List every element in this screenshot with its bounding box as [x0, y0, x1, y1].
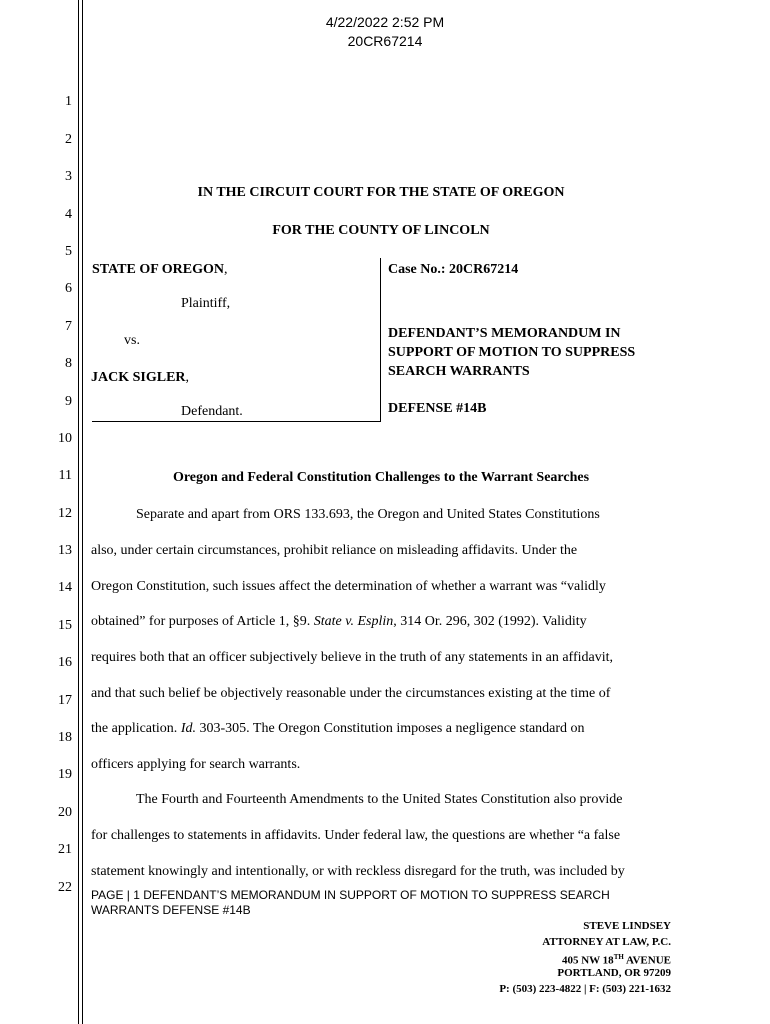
- body-line-18-text-a: the application.: [91, 721, 181, 736]
- body-line-19: officers applying for search warrants.: [91, 757, 301, 772]
- body-line-15: [91, 613, 587, 630]
- case-number: Case No.: 20CR67214: [388, 262, 519, 277]
- page-footer-line-2: WARRANTS DEFENSE #14B: [91, 903, 251, 917]
- line-number: 16: [58, 655, 72, 670]
- document-title-line-3: SEARCH WARRANTS: [388, 364, 530, 379]
- line-number: 18: [58, 730, 72, 745]
- body-line-18: [91, 720, 585, 737]
- body-line-18-text-b: 303-305. The Oregon Constitution imposes a negligence standard on: [195, 721, 585, 736]
- defendant-comma: ,: [185, 370, 190, 385]
- body-line-13: also, under certain circumstances, prohibit reliance on misleading affidavits. Under the: [91, 543, 578, 558]
- line-number: 7: [65, 319, 72, 334]
- id-citation: Id.: [180, 721, 196, 736]
- attorney-name: STEVE LINDSEY: [583, 920, 671, 932]
- section-heading: Oregon and Federal Constitution Challenges to the Warrant Searches: [172, 470, 590, 485]
- case-citation: State v. Esplin: [313, 614, 394, 629]
- body-line-12: Separate and apart from ORS 133.693, the Oregon and United States Constitutions: [136, 507, 600, 522]
- line-number: 11: [58, 468, 72, 483]
- attorney-phone: P: (503) 223-4822 | F: (503) 221-1632: [499, 983, 671, 995]
- address-ordinal: TH: [613, 953, 624, 961]
- filing-timestamp: 4/22/2022 2:52 PM: [325, 14, 445, 30]
- line-number: 2: [65, 132, 72, 147]
- defendant-party: [91, 369, 189, 386]
- line-number: 22: [58, 880, 72, 895]
- court-title: IN THE CIRCUIT COURT FOR THE STATE OF OREGON: [197, 185, 565, 200]
- line-number: 5: [65, 244, 72, 259]
- address-street-number: 405 NW 18: [561, 954, 614, 967]
- line-number: 19: [58, 767, 72, 782]
- document-title-line-2: SUPPORT OF MOTION TO SUPPRESS: [388, 345, 636, 360]
- defendant-name: JACK SIGLER: [91, 370, 186, 385]
- county-title: FOR THE COUNTY OF LINCOLN: [272, 223, 490, 238]
- line-number: 1: [65, 94, 72, 109]
- attorney-firm: ATTORNEY AT LAW, P.C.: [542, 936, 671, 948]
- caption-divider-horizontal: [92, 421, 381, 422]
- plaintiff-role: Plaintiff,: [181, 296, 231, 311]
- line-number: 4: [65, 207, 72, 222]
- attorney-city: PORTLAND, OR 97209: [557, 967, 671, 979]
- line-number: 21: [58, 842, 72, 857]
- line-number: 8: [65, 356, 72, 371]
- body-line-20: The Fourth and Fourteenth Amendments to the United States Constitution also provide: [136, 792, 623, 807]
- line-number: 10: [58, 431, 72, 446]
- body-line-17: and that such belief be objectively reasonable under the circumstances existing at the time of: [91, 686, 611, 701]
- line-number: 3: [65, 169, 72, 184]
- line-number: 12: [58, 506, 72, 521]
- body-line-22: statement knowingly and intentionally, or with reckless disregard for the truth, was included by: [91, 864, 625, 879]
- line-number: 9: [65, 394, 72, 409]
- page-footer-line-1: PAGE | 1 DEFENDANT’S MEMORANDUM IN SUPPORT OF MOTION TO SUPPRESS SEARCH: [91, 888, 610, 902]
- attorney-address: [562, 950, 671, 968]
- line-number: 15: [58, 618, 72, 633]
- body-line-16: requires both that an officer subjectively believe in the truth of any statements in an affidavit,: [91, 650, 613, 665]
- document-title-line-1: DEFENDANT’S MEMORANDUM IN: [388, 326, 621, 341]
- left-margin-rule-inner: [82, 0, 83, 1024]
- body-line-14: Oregon Constitution, such issues affect the determination of whether a warrant was “validly: [91, 579, 606, 594]
- body-line-21: for challenges to statements in affidavits. Under federal law, the questions are whether “a false: [91, 828, 621, 843]
- plaintiff-name: STATE OF OREGON: [92, 262, 224, 277]
- defense-number: DEFENSE #14B: [388, 401, 487, 416]
- line-number: 14: [58, 580, 72, 595]
- address-street-name: AVENUE: [623, 954, 671, 967]
- left-margin-rule-outer: [78, 0, 79, 1024]
- body-line-15-text-b: , 314 Or. 296, 302 (1992). Validity: [393, 614, 587, 629]
- filing-case-ref: 20CR67214: [347, 33, 423, 49]
- plaintiff-comma: ,: [223, 262, 228, 277]
- versus: vs.: [124, 333, 140, 348]
- caption-divider-vertical: [380, 258, 381, 422]
- plaintiff-party: [92, 261, 227, 278]
- line-number: 6: [65, 281, 72, 296]
- line-number: 20: [58, 805, 72, 820]
- body-line-15-text-a: obtained” for purposes of Article 1, §9.: [91, 614, 314, 629]
- line-number: 13: [58, 543, 72, 558]
- defendant-role: Defendant.: [181, 404, 243, 419]
- line-number: 17: [58, 693, 72, 708]
